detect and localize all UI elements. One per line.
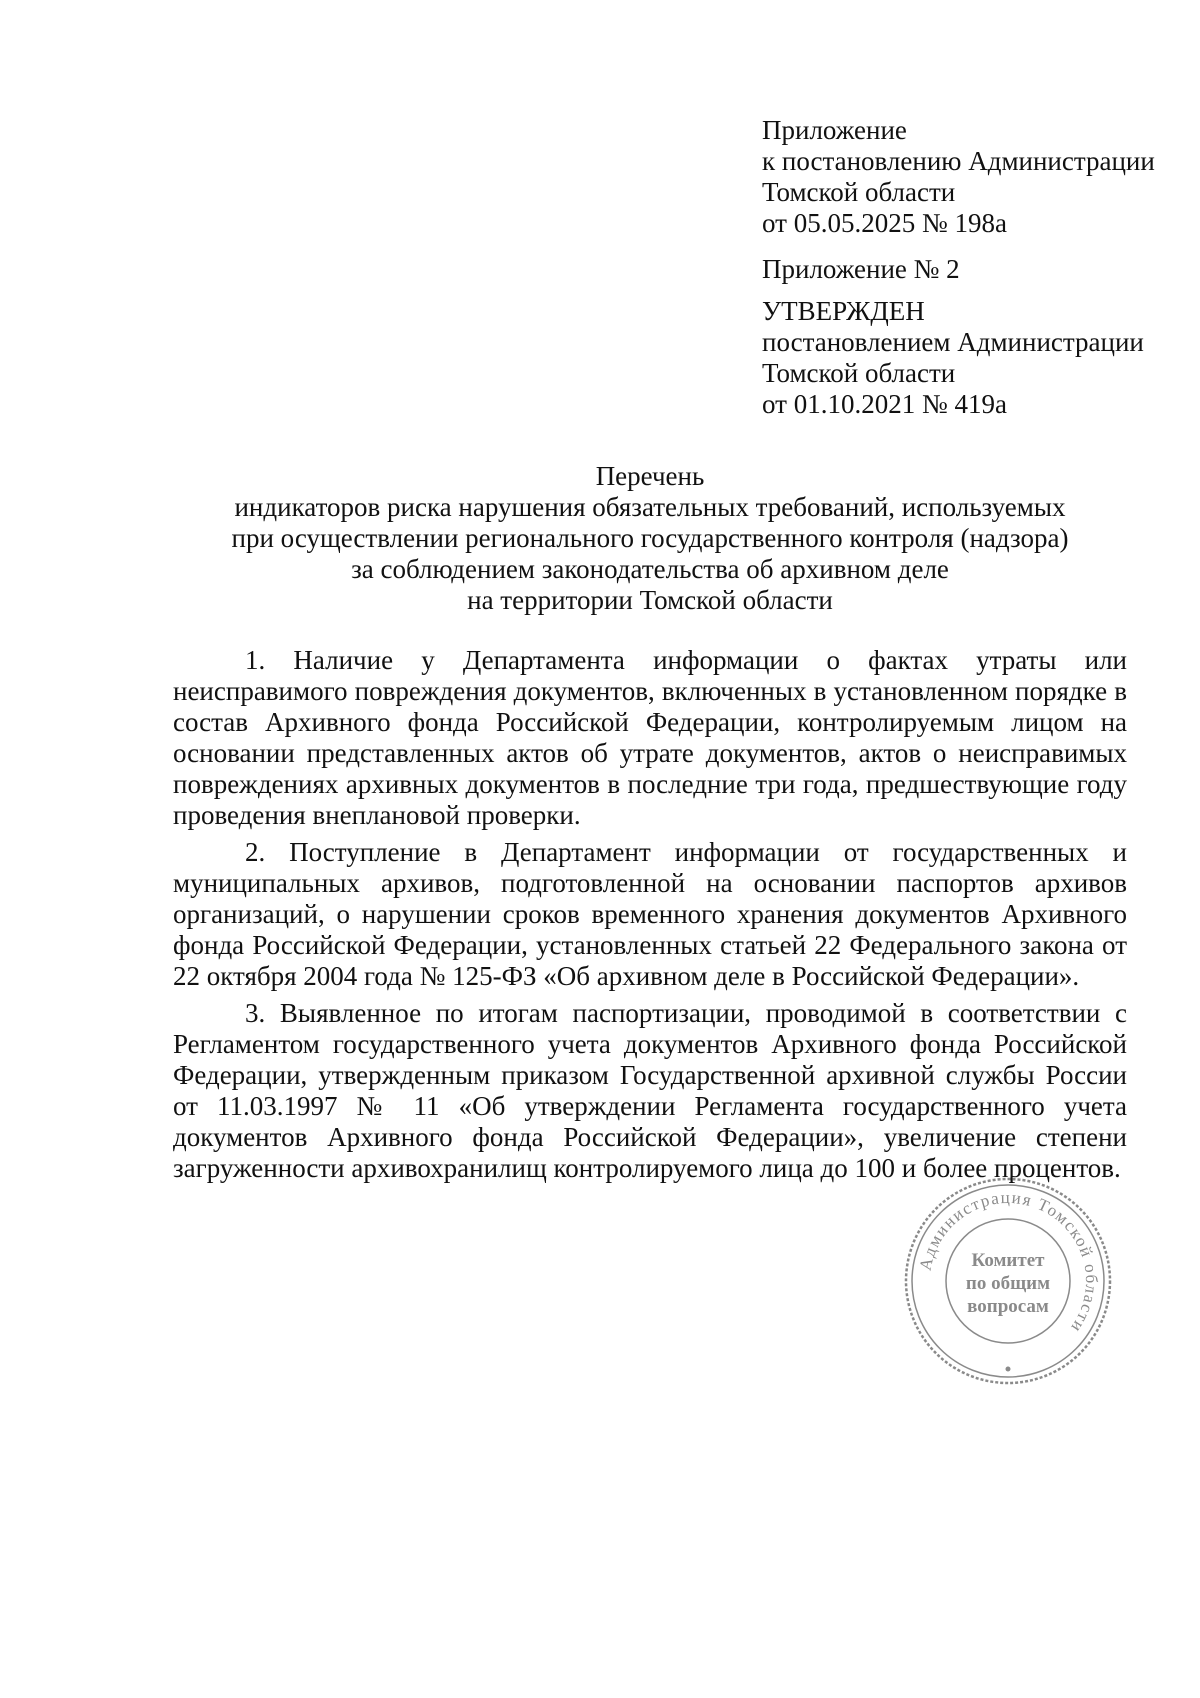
approval-line: постановлением Администрации — [762, 327, 1144, 357]
title-line: на территории Томской области — [467, 585, 833, 615]
title-line: Перечень — [595, 461, 705, 491]
appendix-number: Приложение № 2 — [762, 254, 960, 284]
title-line: за соблюдением законодательства об архивном деле — [351, 554, 949, 584]
approval-block — [762, 296, 1182, 420]
title-line: при осуществлении регионального государственного контроля (надзора) — [231, 523, 1069, 553]
appendix-line: Томской области — [762, 177, 956, 207]
seal-ring-text: Администрация Томской области — [915, 1187, 1102, 1337]
seal-center-line: по общим — [965, 1273, 1051, 1294]
appendix-header — [762, 115, 1182, 239]
appendix-line: от 05.05.2025 № 198а — [762, 208, 1007, 238]
seal-center-line: вопросам — [967, 1296, 1049, 1317]
approval-line: УТВЕРЖДЕН — [762, 296, 925, 326]
indicator-item: 2. Поступление в Департамент информации от государственных и муниципальных архивов, подготовленной на основании паспортов архивов организаций, о нарушении сроков временного хранения документов Архивного фонда Российской Федерации, установленных статьей 22 Федерального закона от 22 октября 2004 года № 125-ФЗ «Об архивном деле в Российской Федерации». — [173, 837, 1127, 991]
official-seal — [902, 1175, 1114, 1387]
indicator-item: 1. Наличие у Департамента информации о фактах утраты или неисправимого повреждения документов, включенных в установленном порядке в состав Архивного фонда Российской Федерации, контролируемым лицом на основании представленных актов об утрате документов, актов о неисправимых повреждениях архивных документов в последние три года, предшествующие году проведения внеплановой проверки. — [173, 645, 1127, 830]
seal-center-line: Комитет — [971, 1250, 1045, 1271]
seal-dot — [1006, 1367, 1011, 1372]
indicator-item: 3. Выявленное по итогам паспортизации, проводимой в соответствии с Регламентом государственного учета документов Архивного фонда Российской Федерации, утвержденным приказом Государственной архивной службы России от 11.03.1997 № 11 «Об утверждении Регламента государственного учета документов Архивного фонда Российской Федерации», увеличение степени загруженности архивохранилищ контролируемого лица до 100 и более процентов. — [173, 998, 1127, 1183]
approval-line: Томской области — [762, 358, 956, 388]
approval-line: от 01.10.2021 № 419а — [762, 389, 1007, 419]
indicator-list — [173, 645, 1127, 1190]
title-line: индикаторов риска нарушения обязательных требований, используемых — [234, 492, 1066, 522]
appendix-line: к постановлению Администрации — [762, 146, 1155, 176]
appendix-line: Приложение — [762, 115, 907, 145]
document-title — [170, 461, 1130, 616]
